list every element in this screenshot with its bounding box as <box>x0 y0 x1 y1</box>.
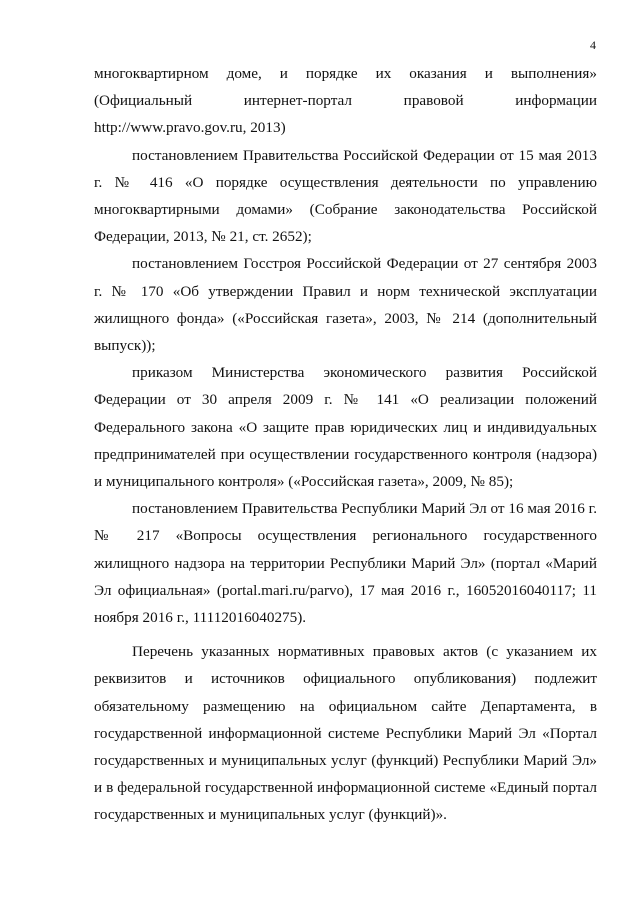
paragraph-decree-416: постановлением Правительства Российской Федерации от 15 мая 2013 г. № 416 «О порядке осуществления деятельности по управлению многоквартирными домами» (Собрание законодательства Российской Федерации, 2013, № 21, ст. 2652); <box>94 146 597 246</box>
document-body <box>94 60 597 829</box>
paragraph-acts-list: Перечень указанных нормативных правовых актов (с указанием их реквизитов и источников официального опубликования) подлежит обязательному размещению на официальном сайте Департамента, в государственной информационной системе Республики Марий Эл «Портал государственных и муниципальных услуг (функций) Республики Марий Эл» и в федеральной государственной информационной системе «Единый портал государственных и муниципальных услуг (функций)». <box>94 643 597 824</box>
paragraph-decree-170: постановлением Госстроя Российской Федерации от 27 сентября 2003 г. № 170 «Об утверждении Правил и норм технической эксплуатации жилищного фонда» («Российская газета», 2003, № 214 (дополнительный выпуск)); <box>94 255 597 355</box>
paragraph-order-141: приказом Министерства экономического развития Российской Федерации от 30 апреля 2009 г. № 141 «О реализации положений Федерального закона «О защите прав юридических лиц и индивидуальных предпринимателей при осуществлении государственного контроля (надзора) и муниципального контроля» («Российская газета», 2009, № 85); <box>94 364 597 491</box>
paragraph-decree-217: постановлением Правительства Республики Марий Эл от 16 мая 2016 г. № 217 «Вопросы осуществления регионального государственного жилищного надзора на территории Республики Марий Эл» (портал «Марий Эл официальная» (portal.mari.ru/parvo), 17 мая 2016 г., 16052016040117; 11 ноября 2016 г., 11112016040275). <box>94 500 597 627</box>
paragraph-continuation: многоквартирном доме, и порядке их оказания и выполнения» (Официальный интернет-портал правовой информации http://www.pravo.gov.ru, 2013) <box>94 65 597 137</box>
page-number: 4 <box>590 38 596 52</box>
